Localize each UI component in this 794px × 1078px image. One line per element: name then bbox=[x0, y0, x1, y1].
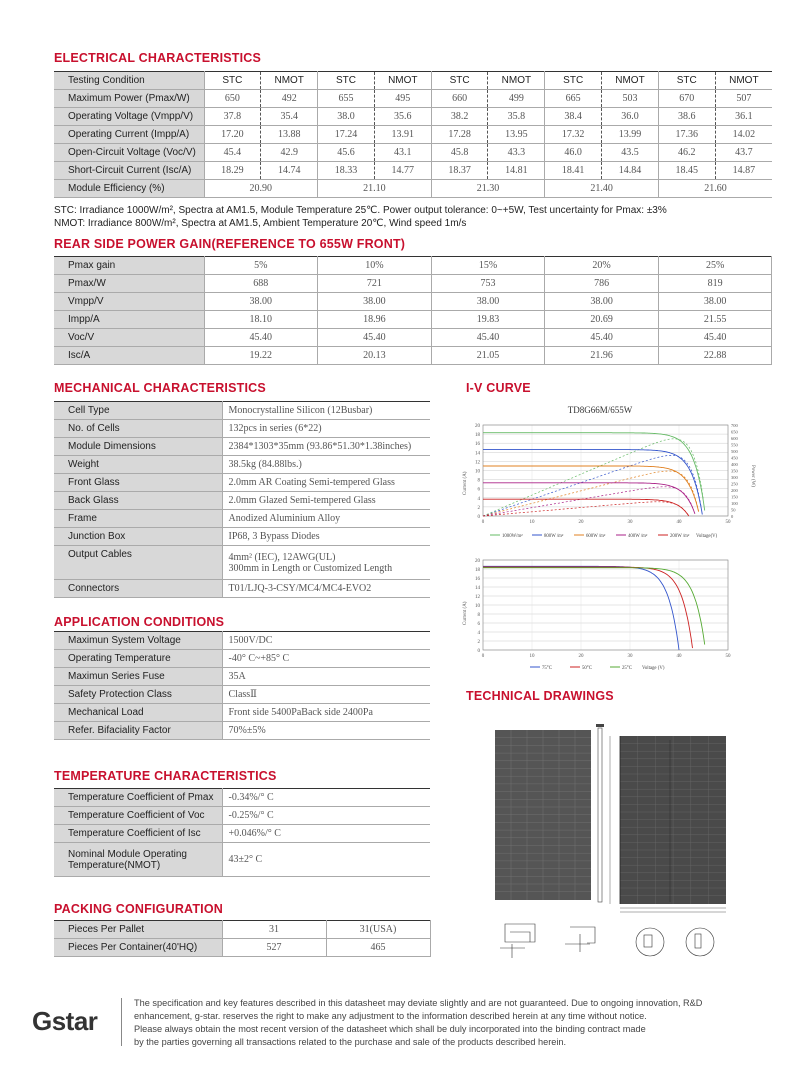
y2-tick-label: 150 bbox=[731, 494, 738, 500]
panel-side-view bbox=[598, 728, 602, 902]
row-label: Mechanical Load bbox=[54, 704, 222, 722]
table-cell: 1500V/DC bbox=[222, 632, 430, 650]
table-row bbox=[54, 650, 430, 668]
table-cell: 45.40 bbox=[318, 329, 432, 347]
frame-cross-sections bbox=[500, 924, 714, 958]
table-cell: 17.28 bbox=[431, 126, 488, 144]
table-cell: 46.0 bbox=[545, 144, 602, 162]
table-row bbox=[54, 257, 772, 275]
y2-tick-label: 650 bbox=[731, 429, 738, 435]
y2-tick-label: 350 bbox=[731, 468, 738, 474]
footer-divider bbox=[121, 998, 122, 1046]
table-cell: 21.30 bbox=[431, 180, 545, 198]
table-cell: 45.4 bbox=[204, 144, 261, 162]
row-label: Pieces Per Container(40'HQ) bbox=[54, 939, 222, 957]
table-cell: 45.8 bbox=[431, 144, 488, 162]
table-row bbox=[54, 704, 430, 722]
table-cell: 38.4 bbox=[545, 108, 602, 126]
row-label: Pmax gain bbox=[54, 257, 204, 275]
table-row bbox=[54, 510, 430, 528]
row-label: Pmax/W bbox=[54, 275, 204, 293]
table-cell: +0.046%/° C bbox=[222, 825, 430, 843]
x-tick-label: 30 bbox=[627, 520, 633, 525]
table-cell: 499 bbox=[488, 90, 545, 108]
temperature-table bbox=[54, 788, 430, 877]
table-cell: 688 bbox=[204, 275, 318, 293]
row-label: Operating Current (Impp/A) bbox=[54, 126, 204, 144]
table-cell: 18.29 bbox=[204, 162, 261, 180]
row-label: Maximun System Voltage bbox=[54, 632, 222, 650]
table-cell: 14.84 bbox=[602, 162, 659, 180]
table-cell: 37.8 bbox=[204, 108, 261, 126]
table-cell: 38.6 bbox=[658, 108, 715, 126]
table-row bbox=[54, 144, 772, 162]
row-label: Maximum Power (Pmax/W) bbox=[54, 90, 204, 108]
legend-label: 800W /m² bbox=[544, 534, 564, 539]
legend-label: 200W /m² bbox=[670, 534, 690, 539]
y-tick-label: 4 bbox=[477, 631, 480, 636]
iv-curve-200Wm bbox=[483, 499, 689, 516]
y-tick-label: 16 bbox=[475, 442, 480, 448]
table-cell: Anodized Aluminium Alloy bbox=[222, 510, 430, 528]
table-cell: 21.40 bbox=[545, 180, 659, 198]
y-tick-label: 12 bbox=[475, 595, 480, 600]
table-cell: 45.40 bbox=[431, 329, 545, 347]
row-label: Operating Voltage (Vmpp/V) bbox=[54, 108, 204, 126]
row-label: Testing Condition bbox=[54, 72, 204, 90]
power-curve-1000Wm bbox=[483, 439, 704, 516]
table-cell: 5% bbox=[204, 257, 318, 275]
table-cell: 10% bbox=[318, 257, 432, 275]
table-cell: 35.6 bbox=[374, 108, 431, 126]
y2-tick-label: 450 bbox=[731, 455, 738, 461]
power-curve-200Wm bbox=[483, 502, 689, 516]
column-header: STC bbox=[204, 72, 261, 90]
x-tick-label: 10 bbox=[529, 654, 535, 659]
technical-drawings-title: TECHNICAL DRAWINGS bbox=[466, 689, 614, 703]
legend-label: 25°C bbox=[622, 666, 632, 671]
row-label: Back Glass bbox=[54, 492, 222, 510]
table-cell: 38.00 bbox=[431, 293, 545, 311]
column-header: STC bbox=[658, 72, 715, 90]
row-label: Safety Protection Class bbox=[54, 686, 222, 704]
x-tick-label: 20 bbox=[578, 520, 584, 525]
table-cell: 655 bbox=[318, 90, 375, 108]
row-label: Weight bbox=[54, 456, 222, 474]
table-cell: 42.9 bbox=[261, 144, 318, 162]
table-cell: 721 bbox=[318, 275, 432, 293]
table-cell: 35.8 bbox=[488, 108, 545, 126]
row-label: Vmpp/V bbox=[54, 293, 204, 311]
y-tick-label: 8 bbox=[477, 613, 480, 618]
y-tick-label: 8 bbox=[477, 478, 480, 484]
cable-spec: 4mm² (IEC), 12AWG(UL) bbox=[228, 551, 336, 563]
table-cell: 38.2 bbox=[431, 108, 488, 126]
table-cell: Monocrystalline Silicon (12Busbar) bbox=[222, 402, 430, 420]
row-label: Connectors bbox=[54, 580, 222, 598]
table-row bbox=[54, 402, 430, 420]
table-cell: Front side 5400PaBack side 2400Pa bbox=[222, 704, 430, 722]
table-row bbox=[54, 686, 430, 704]
column-header: NMOT bbox=[602, 72, 659, 90]
table-cell: 38.5kg (84.88lbs.) bbox=[222, 456, 430, 474]
table-row bbox=[54, 825, 430, 843]
table-cell: 70%±5% bbox=[222, 722, 430, 740]
table-row bbox=[54, 939, 430, 957]
nmot-label: Temperature(NMOT) bbox=[68, 859, 161, 871]
table-cell: 18.45 bbox=[658, 162, 715, 180]
table-cell: 14.77 bbox=[374, 162, 431, 180]
table-cell: 20.13 bbox=[318, 347, 432, 365]
table-row bbox=[54, 347, 772, 365]
table-cell: 650 bbox=[204, 90, 261, 108]
table-cell: 38.00 bbox=[658, 293, 772, 311]
table-cell: 2384*1303*35mm (93.86*51.30*1.38inches) bbox=[222, 438, 430, 456]
row-label: Junction Box bbox=[54, 528, 222, 546]
mechanical-table bbox=[54, 401, 430, 598]
row-label: Isc/A bbox=[54, 347, 204, 365]
table-cell: 35A bbox=[222, 668, 430, 686]
electrical-title: ELECTRICAL CHARACTERISTICS bbox=[54, 51, 262, 65]
y2-tick-label: 700 bbox=[731, 423, 738, 428]
table-cell: 31(USA) bbox=[326, 921, 430, 939]
row-label: Operating Temperature bbox=[54, 650, 222, 668]
table-row bbox=[54, 90, 772, 108]
table-cell: -0.34%/° C bbox=[222, 789, 430, 807]
table-cell: 14.87 bbox=[715, 162, 772, 180]
iv-curve-title: I-V CURVE bbox=[466, 381, 531, 395]
footer-line: enhancement, g-star. reserves the right to make any adjustment to the information described herein at any time without notice. bbox=[134, 1011, 647, 1021]
table-cell: 18.41 bbox=[545, 162, 602, 180]
row-label: Cell Type bbox=[54, 402, 222, 420]
table-row bbox=[54, 632, 430, 650]
iv-chart-temperature bbox=[450, 555, 770, 675]
column-header: NMOT bbox=[488, 72, 545, 90]
y2-tick-label: 200 bbox=[731, 488, 738, 493]
y-tick-label: 6 bbox=[477, 487, 480, 493]
x-tick-label: 40 bbox=[676, 654, 682, 659]
table-row bbox=[54, 921, 430, 939]
table-cell: 45.40 bbox=[545, 329, 659, 347]
row-label: Open-Circuit Voltage (Voc/V) bbox=[54, 144, 204, 162]
table-cell: 507 bbox=[715, 90, 772, 108]
table-row bbox=[54, 722, 430, 740]
table-cell: 14.74 bbox=[261, 162, 318, 180]
row-label: Short-Circuit Current (Isc/A) bbox=[54, 162, 204, 180]
table-cell: -40° C~+85° C bbox=[222, 650, 430, 668]
rear-gain-table bbox=[54, 256, 772, 365]
iv-curve-800Wm bbox=[483, 450, 702, 515]
table-cell: 20.69 bbox=[545, 311, 659, 329]
footer-line: Please always obtain the most recent version of the datasheet which shall be duly incorporated into the binding contract made bbox=[134, 1024, 646, 1034]
table-cell: 17.36 bbox=[658, 126, 715, 144]
footer-line: The specification and key features described in this datasheet may deviate slightly and are not guaranteed. Due to ongoing innovation, R&D bbox=[134, 998, 703, 1008]
table-cell: 43±2° C bbox=[222, 843, 430, 877]
table-cell: 17.24 bbox=[318, 126, 375, 144]
row-label: Frame bbox=[54, 510, 222, 528]
y2-tick-label: 550 bbox=[731, 442, 738, 448]
table-cell: 670 bbox=[658, 90, 715, 108]
packing-table bbox=[54, 920, 431, 957]
table-row bbox=[54, 311, 772, 329]
chart2-ylabel: Current (A) bbox=[463, 601, 468, 625]
table-row bbox=[54, 126, 772, 144]
y-tick-label: 2 bbox=[477, 505, 480, 511]
table-cell: 503 bbox=[602, 90, 659, 108]
y-tick-label: 10 bbox=[475, 604, 480, 609]
y-tick-label: 0 bbox=[477, 649, 480, 654]
stc-note: STC: Irradiance 1000W/m², Spectra at AM1.5, Module Temperature 25℃. Power output tolerance: 0~+5W, Test uncertainty for Pmax: ±3% bbox=[54, 205, 667, 216]
y-tick-label: 10 bbox=[475, 469, 480, 475]
table-row bbox=[54, 668, 430, 686]
table-cell: 20.90 bbox=[204, 180, 318, 198]
table-cell: 492 bbox=[261, 90, 318, 108]
table-cell: 43.5 bbox=[602, 144, 659, 162]
row-label: Module Dimensions bbox=[54, 438, 222, 456]
x-axis-label: Voltage(V) bbox=[696, 534, 718, 539]
table-cell: 21.05 bbox=[431, 347, 545, 365]
x-axis-label: Voltage (V) bbox=[642, 666, 665, 671]
application-title: APPLICATION CONDITIONS bbox=[54, 615, 225, 629]
electrical-table bbox=[54, 71, 772, 198]
row-label: Pieces Per Pallet bbox=[54, 921, 222, 939]
nmot-note: NMOT: Irradiance 800W/m², Spectra at AM1.5, Ambient Temperature 20℃, Wind speed 1m/s bbox=[54, 218, 467, 229]
table-header-row bbox=[54, 72, 772, 90]
y2-tick-label: 400 bbox=[731, 462, 738, 467]
column-header: STC bbox=[431, 72, 488, 90]
table-cell: 13.88 bbox=[261, 126, 318, 144]
table-row bbox=[54, 456, 430, 474]
table-cell: 2.0mm Glazed Semi-tempered Glass bbox=[222, 492, 430, 510]
table-row bbox=[54, 492, 430, 510]
table-cell: 45.40 bbox=[658, 329, 772, 347]
table-cell: 22.88 bbox=[658, 347, 772, 365]
table-cell: 527 bbox=[222, 939, 326, 957]
y-tick-label: 20 bbox=[475, 424, 480, 429]
row-label: Impp/A bbox=[54, 311, 204, 329]
legend-label: 1000W/m² bbox=[502, 534, 523, 539]
chart1-title: TD8G66M/655W bbox=[567, 405, 633, 415]
column-header: NMOT bbox=[374, 72, 431, 90]
table-cell: 18.37 bbox=[431, 162, 488, 180]
table-cell: 45.40 bbox=[204, 329, 318, 347]
chart1-ylabel: Current (A) bbox=[463, 471, 468, 495]
table-row bbox=[54, 329, 772, 347]
legend-label: 400W /m² bbox=[628, 534, 648, 539]
table-cell: 38.00 bbox=[545, 293, 659, 311]
iv-curve-400Wm bbox=[483, 483, 695, 514]
table-cell: 13.91 bbox=[374, 126, 431, 144]
table-cell: 36.1 bbox=[715, 108, 772, 126]
table-cell: 14.02 bbox=[715, 126, 772, 144]
y-tick-label: 0 bbox=[477, 515, 480, 520]
mechanical-title: MECHANICAL CHARACTERISTICS bbox=[54, 381, 266, 395]
table-row bbox=[54, 108, 772, 126]
table-cell: 19.83 bbox=[431, 311, 545, 329]
iv-chart-irradiance bbox=[450, 400, 770, 545]
x-tick-label: 30 bbox=[627, 654, 633, 659]
table-row bbox=[54, 789, 430, 807]
table-cell: 35.4 bbox=[261, 108, 318, 126]
table-cell: 45.6 bbox=[318, 144, 375, 162]
row-label: Voc/V bbox=[54, 329, 204, 347]
y-tick-label: 4 bbox=[477, 496, 480, 502]
row-label: Output Cables bbox=[54, 546, 222, 580]
y2-tick-label: 500 bbox=[731, 449, 738, 454]
row-label bbox=[54, 843, 222, 877]
row-label: Refer. Bifaciality Factor bbox=[54, 722, 222, 740]
table-cell: 31 bbox=[222, 921, 326, 939]
table-cell: 38.00 bbox=[318, 293, 432, 311]
table-cell: 2.0mm AR Coating Semi-tempered Glass bbox=[222, 474, 430, 492]
iv-curve-50C bbox=[483, 567, 693, 648]
technical-drawing bbox=[480, 722, 770, 972]
table-row bbox=[54, 843, 430, 877]
x-tick-label: 50 bbox=[725, 654, 731, 659]
table-cell: 25% bbox=[658, 257, 772, 275]
table-row bbox=[54, 528, 430, 546]
row-label: Temperature Coefficient of Pmax bbox=[54, 789, 222, 807]
legend-label: 50°C bbox=[582, 666, 592, 671]
y-tick-label: 14 bbox=[475, 451, 480, 457]
table-cell: 43.3 bbox=[488, 144, 545, 162]
table-cell: ClassⅡ bbox=[222, 686, 430, 704]
table-cell: 19.22 bbox=[204, 347, 318, 365]
table-row bbox=[54, 275, 772, 293]
table-cell: 18.33 bbox=[318, 162, 375, 180]
x-tick-label: 40 bbox=[676, 520, 682, 525]
x-tick-label: 0 bbox=[481, 520, 485, 525]
table-cell: 36.0 bbox=[602, 108, 659, 126]
table-cell: 21.60 bbox=[658, 180, 772, 198]
column-header: STC bbox=[318, 72, 375, 90]
power-curve-600Wm bbox=[483, 471, 699, 516]
table-cell: 20% bbox=[545, 257, 659, 275]
table-cell: 43.1 bbox=[374, 144, 431, 162]
y2-tick-label: 50 bbox=[731, 507, 736, 513]
rear-gain-title: REAR SIDE POWER GAIN(REFERENCE TO 655W FRONT) bbox=[54, 237, 406, 251]
table-cell: 43.7 bbox=[715, 144, 772, 162]
table-cell: 786 bbox=[545, 275, 659, 293]
table-row bbox=[54, 293, 772, 311]
table-row bbox=[54, 162, 772, 180]
table-cell: IP68, 3 Bypass Diodes bbox=[222, 528, 430, 546]
table-row bbox=[54, 474, 430, 492]
legend-label: 75°C bbox=[542, 666, 552, 671]
table-cell: 18.10 bbox=[204, 311, 318, 329]
table-cell: 38.00 bbox=[204, 293, 318, 311]
x-tick-label: 20 bbox=[578, 654, 584, 659]
table-cell: 46.2 bbox=[658, 144, 715, 162]
table-cell: 819 bbox=[658, 275, 772, 293]
application-table bbox=[54, 631, 430, 740]
table-cell: 13.95 bbox=[488, 126, 545, 144]
row-label: Front Glass bbox=[54, 474, 222, 492]
footer-line: by the parties governing all transactions related to the purchase and sale of the products described herein. bbox=[134, 1037, 567, 1047]
table-cell: 18.96 bbox=[318, 311, 432, 329]
table-cell: 753 bbox=[431, 275, 545, 293]
y2-tick-label: 600 bbox=[731, 436, 738, 441]
table-row bbox=[54, 420, 430, 438]
temperature-title: TEMPERATURE CHARACTERISTICS bbox=[54, 769, 277, 783]
column-header: NMOT bbox=[715, 72, 772, 90]
y-tick-label: 20 bbox=[475, 559, 480, 564]
y2-tick-label: 250 bbox=[731, 481, 738, 487]
row-label: Maximun Series Fuse bbox=[54, 668, 222, 686]
table-cell: 17.20 bbox=[204, 126, 261, 144]
column-header: STC bbox=[545, 72, 602, 90]
y-tick-label: 2 bbox=[477, 640, 480, 645]
table-cell: 38.0 bbox=[318, 108, 375, 126]
table-row bbox=[54, 807, 430, 825]
nmot-label: Nominal Module Operating bbox=[68, 848, 187, 860]
x-tick-label: 50 bbox=[725, 520, 731, 525]
row-label: Temperature Coefficient of Isc bbox=[54, 825, 222, 843]
column-header: NMOT bbox=[261, 72, 318, 90]
table-row bbox=[54, 546, 430, 580]
table-cell: T01/LJQ-3-CSY/MC4/MC4-EVO2 bbox=[222, 580, 430, 598]
table-cell: 14.81 bbox=[488, 162, 545, 180]
y2-tick-label: 300 bbox=[731, 475, 738, 480]
table-cell: 465 bbox=[326, 939, 430, 957]
y-tick-label: 18 bbox=[475, 568, 480, 573]
table-cell: 21.10 bbox=[318, 180, 432, 198]
chart1-y2label: Power (W) bbox=[750, 465, 755, 488]
legend-label: 600W /m² bbox=[586, 534, 606, 539]
table-cell: 15% bbox=[431, 257, 545, 275]
row-label: Temperature Coefficient of Voc bbox=[54, 807, 222, 825]
table-cell: 17.32 bbox=[545, 126, 602, 144]
table-row bbox=[54, 438, 430, 456]
footer-disclaimer bbox=[134, 997, 754, 1049]
y2-tick-label: 100 bbox=[731, 501, 738, 506]
table-cell: 21.55 bbox=[658, 311, 772, 329]
table-cell: 665 bbox=[545, 90, 602, 108]
cable-length: 300mm in Length or Customized Length bbox=[228, 562, 393, 574]
y-tick-label: 18 bbox=[475, 433, 480, 439]
packing-title: PACKING CONFIGURATION bbox=[54, 902, 224, 916]
table-cell: 660 bbox=[431, 90, 488, 108]
gstar-logo: Gstar bbox=[32, 1006, 98, 1036]
table-cell: 495 bbox=[374, 90, 431, 108]
y-tick-label: 12 bbox=[475, 460, 480, 466]
row-label: Module Efficiency (%) bbox=[54, 180, 204, 198]
row-label: No. of Cells bbox=[54, 420, 222, 438]
table-cell: -0.25%/° C bbox=[222, 807, 430, 825]
y2-tick-label: 0 bbox=[731, 514, 734, 519]
x-tick-label: 10 bbox=[529, 520, 535, 525]
y-tick-label: 6 bbox=[477, 622, 480, 627]
table-row bbox=[54, 580, 430, 598]
x-tick-label: 0 bbox=[481, 654, 485, 659]
table-cell: 13.99 bbox=[602, 126, 659, 144]
table-cell bbox=[222, 546, 430, 580]
table-row bbox=[54, 180, 772, 198]
table-cell: 21.96 bbox=[545, 347, 659, 365]
y-tick-label: 16 bbox=[475, 577, 480, 582]
y-tick-label: 14 bbox=[475, 586, 480, 591]
table-cell: 132pcs in series (6*22) bbox=[222, 420, 430, 438]
power-curve-400Wm bbox=[483, 487, 694, 516]
